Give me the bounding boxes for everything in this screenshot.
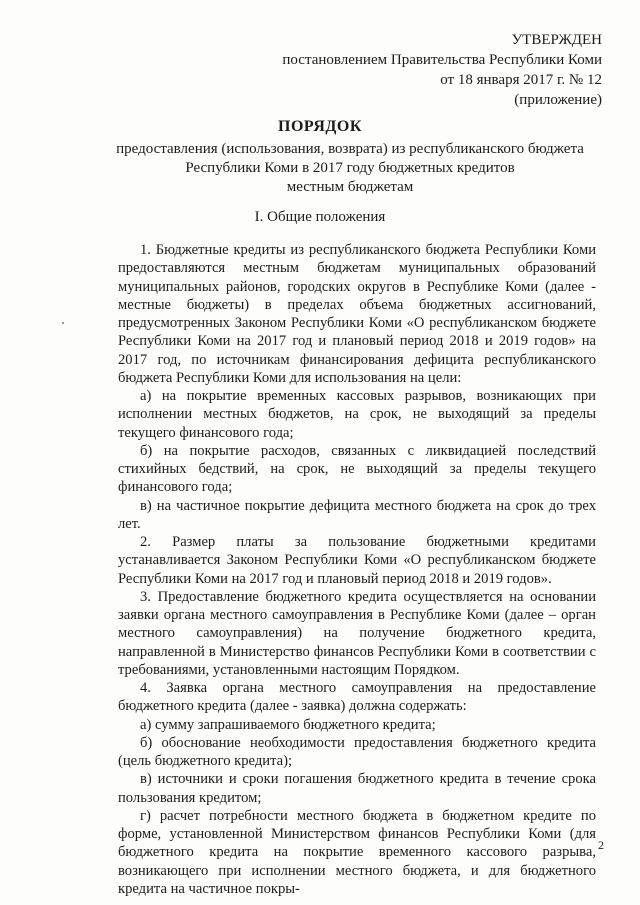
document-subtitle: [110, 140, 590, 197]
paragraph: б) на покрытие расходов, связанных с ликвидацией последствий стихийных бедствий, на срок, не выходящий за пределы текущего финансового года;: [118, 442, 596, 496]
paragraph: 4. Заявка органа местного самоуправления на предоставление бюджетного кредита (далее - заявка) должна содержать:: [118, 680, 596, 715]
paragraph: б) обоснование необходимости предоставления бюджетного кредита (цель бюджетного кредита);: [118, 734, 596, 769]
paragraph: а) сумму запрашиваемого бюджетного кредита;: [140, 716, 436, 733]
subtitle-line-2: Республики Коми в 2017 году бюджетных кредитов: [185, 160, 515, 176]
paragraph: 2. Размер платы за пользование бюджетными кредитами устанавливается Законом Республики Коми «О республиканском бюджете Республики Коми на 2017 год и плановый период 2018 и 2019 годов».: [118, 534, 596, 587]
approval-line-1: УТВЕРЖДЕН: [511, 32, 602, 48]
approval-line-3: от 18 января 2017 г. № 12: [440, 72, 602, 88]
document-title: ПОРЯДОК: [278, 118, 362, 135]
paragraph: а) на покрытие временных кассовых разрывов, возникающих при исполнении местных бюджетов, на срок, не выходящий за пределы текущего финансового года;: [118, 388, 596, 441]
approval-line-2: постановлением Правительства Республики Коми: [282, 52, 602, 68]
section-heading: I. Общие положения: [254, 209, 386, 225]
subtitle-line-3: местным бюджетам: [286, 179, 414, 195]
paragraph: в) источники и сроки погашения бюджетного кредита в течение срока пользования кредитом;: [118, 771, 596, 806]
paragraph: 3. Предоставление бюджетного кредита осуществляется на основании заявки органа местного самоуправления в Республике Коми (далее – орган местного самоуправления) на получение бюджетного кредита, направленной в Министерство финансов Республики Коми в соответствии с требованиями, установленными настоящим Порядком.: [118, 588, 596, 678]
subtitle-line-1: предоставления (использования, возврата) из республиканского бюджета: [116, 141, 584, 157]
paragraph: в) на частичное покрытие дефицита местного бюджета на срок до трех лет.: [118, 497, 596, 532]
approval-stamp: [282, 30, 602, 110]
document-body: [118, 241, 596, 898]
scan-speck: [62, 322, 64, 324]
paragraph: г) расчет потребности местного бюджета в бюджетном кредите по форме, установленной Министерством финансов Республики Коми (для бюджетного кредита на покрытие временного кассового разрыва, возникающего при исполнении местного бюджета, и для бюджетного кредита на частичное покры-: [118, 807, 596, 897]
approval-line-4: (приложение): [514, 92, 602, 108]
paragraph: 1. Бюджетные кредиты из республиканского бюджета Республики Коми предоставляются местным бюджетам муниципальных образований муниципальных районов, городских округов в Республике Коми (далее - местные бюджеты) в пределах объема бюджетных ассигнований, предусмотренных Законом Республики Коми «О республиканском бюджете Республики Коми на 2017 год и плановый период 2018 и 2019 годов» на 2017 год, по источникам финансирования дефицита республиканского бюджета Республики Коми для использования на цели:: [118, 242, 596, 386]
page-number: 2: [598, 838, 604, 852]
